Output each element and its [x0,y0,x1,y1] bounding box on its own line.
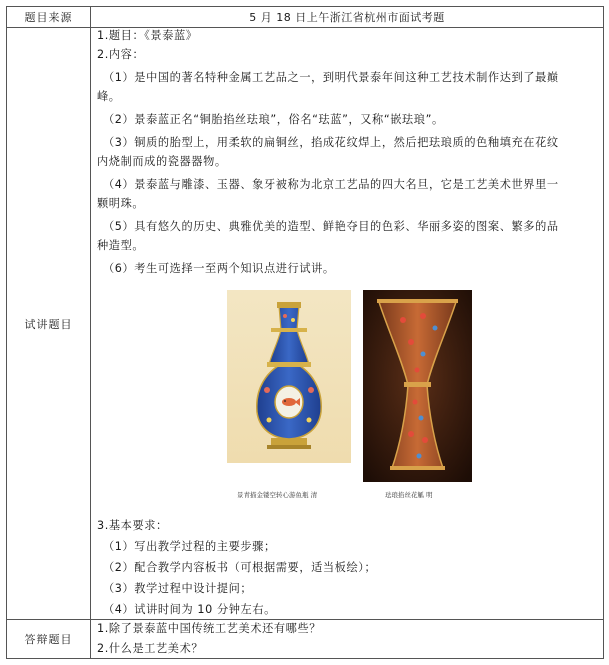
vase-caption-gu: 珐琅掐丝花觚 明 [385,491,433,499]
topic-line: 1.题目：《景泰蓝》 [97,29,198,42]
vase-photo-gu [363,290,472,482]
requirement-item: （1）写出教学过程的主要步骤； [103,540,276,553]
source-cell [91,7,603,27]
content-item: （6）考生可选择一至两个知识点进行试讲。 [103,262,335,275]
requirement-item: （2）配合教学内容板书（可根据需要，适当板绘）； [103,561,377,574]
qa-question: 2.什么是工艺美术？ [97,642,204,655]
requirement-item: （4）试讲时间为 10 分钟左右。 [103,603,276,616]
requirement-item: （3）教学过程中设计提问； [103,582,253,595]
lecture-cell [91,28,603,619]
lecture-row [7,28,603,620]
source-label: 题目来源 [7,7,91,27]
exam-table [6,6,604,659]
vase-caption-blue: 景青描金镂空转心游鱼瓶 清 [237,491,318,499]
qa-cell [91,620,603,658]
vase-photo-blue [227,290,351,463]
qa-label: 答辩题目 [7,620,91,658]
qa-question: 1.除了景泰蓝中国传统工艺美术还有哪些？ [97,622,322,635]
content-item: 峰。 [97,90,121,103]
content-item: （4）景泰蓝与雕漆、玉器、象牙被称为北京工艺品的四大名旦，它是工艺美术世界里一 [103,178,559,191]
exam-title: 5 月 18 日上午浙江省杭州市面试考题 [249,11,445,24]
source-row [7,7,603,28]
qa-row [7,620,603,658]
content-heading: 2.内容： [97,48,145,61]
content-item: （5）具有悠久的历史、典雅优美的造型、鲜艳夺目的色彩、华丽多姿的图案、繁多的品 [103,220,559,233]
lecture-label: 试讲题目 [7,28,91,619]
content-item: （2）景泰蓝正名“铜胎掐丝珐琅”，俗名“珐蓝”，又称“嵌珐琅”。 [103,113,444,126]
content-item: 内烧制而成的瓷器器物。 [97,155,227,168]
content-item: （1）是中国的著名特种金属工艺品之一，到明代景泰年间这种工艺技术制作达到了最巅 [103,71,559,84]
requirements-heading: 3.基本要求： [97,519,168,532]
content-item: 种造型。 [97,239,145,252]
content-item: 颗明珠。 [97,197,145,210]
content-item: （3）铜质的胎型上，用柔软的扁铜丝，掐成花纹焊上，然后把珐琅质的色釉填充在花纹 [103,136,559,149]
